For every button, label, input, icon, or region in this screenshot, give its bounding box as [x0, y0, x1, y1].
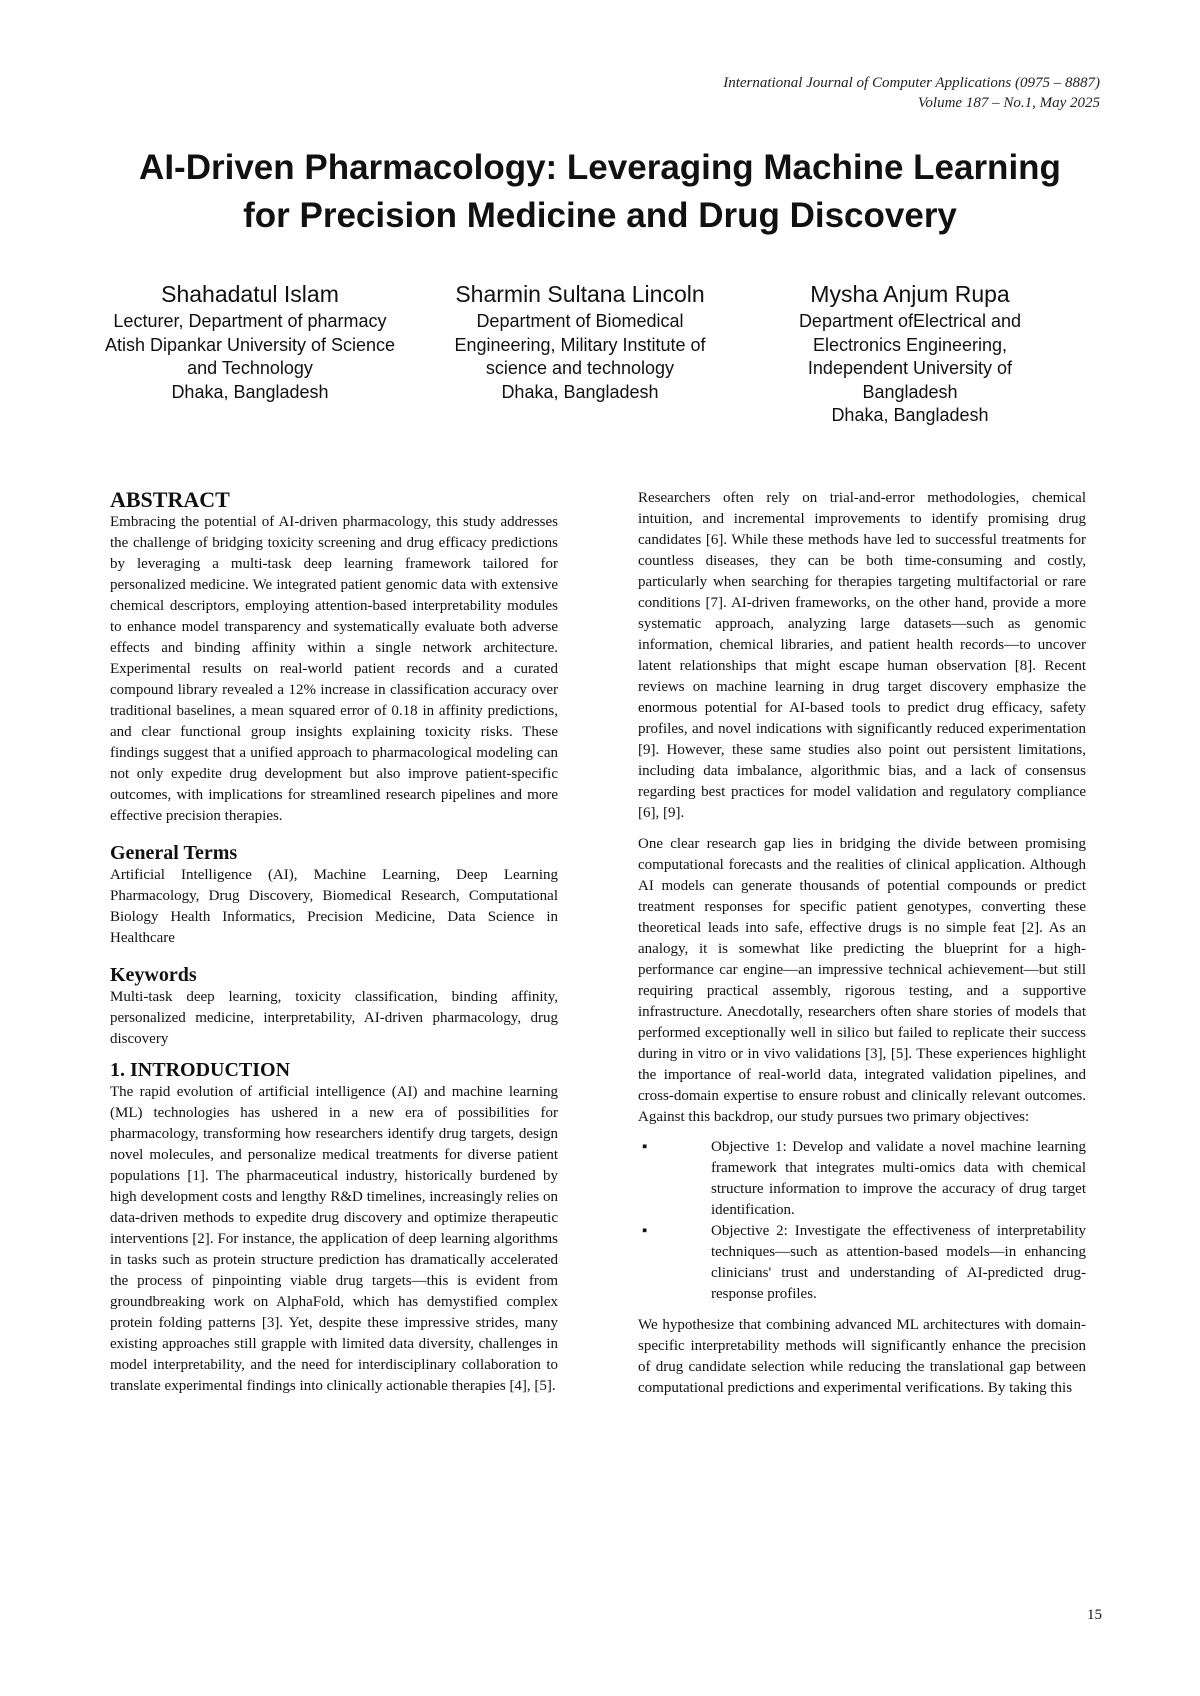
general-terms-heading: General Terms: [110, 842, 238, 864]
author-affiliation-line: science and technology: [485, 358, 675, 378]
journal-volume: Volume 187 – No.1, May 2025: [917, 95, 1100, 111]
author-affiliation-line: Dhaka, Bangladesh: [171, 381, 329, 402]
introduction-heading: 1. INTRODUCTION: [110, 1059, 291, 1081]
author-name: Shahadatul Islam: [161, 281, 339, 307]
author-1: [100, 279, 400, 404]
author-affiliation-line: Bangladesh: [862, 381, 958, 402]
journal-name: International Journal of Computer Applications (0975 – 8887): [723, 75, 1100, 91]
keywords-text: Multi-task deep learning, toxicity classification, binding affinity, personalized medicine, interpretability, AI-driven pharmacology, drug discovery: [110, 989, 558, 1047]
journal-header: [723, 73, 1100, 113]
author-affiliation-line: Dhaka, Bangladesh: [831, 405, 989, 425]
right-column: [638, 488, 1086, 1408]
author-affiliation-line: Department ofElectrical and: [798, 311, 1022, 331]
author-affiliation-line: Lecturer, Department of pharmacy: [113, 311, 387, 331]
author-3: [760, 279, 1060, 428]
author-affiliation-line: Electronics Engineering,: [812, 334, 1008, 355]
author-2: [430, 279, 730, 404]
objective-text: Objective 2: Investigate the effectiveness of interpretability techniques—such as attention-based models—in enhancing clinicians' trust and understanding of AI-predicted drug-response profiles.: [711, 1223, 1086, 1302]
title-line-2: for Precision Medicine and Drug Discovery: [243, 196, 957, 235]
page-number: 15: [1087, 1607, 1102, 1623]
abstract-text: Embracing the potential of AI-driven pharmacology, this study addresses the challenge of bridging toxicity screening and drug efficacy predictions by leveraging a multi-task deep learning framework tailored for personalized medicine. We integrated patient genomic data with extensive chemical descriptors, employing attention-based interpretability modules to enhance model transparency and systematically evaluate both adverse effects and binding affinity within a single network architecture. Experimental results on real-world patient records and a curated compound library revealed a 12% increase in classification accuracy over traditional baselines, a mean squared error of 0.18 in affinity predictions, and clear functional group insights explaining toxicity risks. These findings suggest that a unified approach to pharmacological modeling can not only expedite drug development but also improve patient-specific outcomes, with implications for streamlined research pipelines and more effective precision therapies.: [110, 514, 558, 824]
author-affiliation-line: Engineering, Military Institute of: [454, 334, 706, 355]
general-terms-text: Artificial Intelligence (AI), Machine Learning, Deep Learning Pharmacology, Drug Discovery, Biomedical Research, Computational Biology Health Informatics, Precision Medicine, Data Science in Healthcare: [110, 867, 558, 946]
bullet-icon: ▪: [642, 1139, 648, 1155]
author-affiliation-line: Department of Biomedical: [476, 311, 684, 331]
author-name: Mysha Anjum Rupa: [810, 281, 1010, 307]
abstract-heading: ABSTRACT: [110, 487, 230, 512]
keywords-heading: Keywords: [110, 964, 197, 986]
author-name: Sharmin Sultana Lincoln: [455, 281, 705, 307]
paper-title: [80, 144, 1120, 240]
introduction-paragraph: We hypothesize that combining advanced ML architectures with domain-specific interpretability methods will significantly enhance the precision of drug candidate selection while reducing the translational gap between computational predictions and experimental verifications. By taking this: [638, 1317, 1086, 1396]
left-column: [110, 488, 558, 1397]
introduction-paragraph: The rapid evolution of artificial intelligence (AI) and machine learning (ML) technologies has ushered in a new era of possibilities for pharmacology, transforming how researchers identify drug targets, design novel molecules, and personalize medical treatments for diverse patient populations [1]. The pharmaceutical industry, historically burdened by high development costs and lengthy R&D timelines, increasingly relies on data-driven methods to expedite drug discovery and optimize therapeutic interventions [2]. For instance, the application of deep learning algorithms in tasks such as protein structure prediction has dramatically accelerated the process of pinpointing viable drug targets—this is evident from groundbreaking work on AlphaFold, which has demystified complex protein folding patterns [3]. Yet, despite these impressive strides, many existing approaches still grapple with limited data diversity, challenges in model interpretability, and the need for interdisciplinary collaboration to translate experimental findings into clinically actionable therapies [4], [5].: [110, 1084, 558, 1394]
introduction-paragraph: One clear research gap lies in bridging the divide between promising computational forecasts and the realities of clinical application. Although AI models can generate thousands of potential compounds or predict treatment responses for specific patient genotypes, converting these theoretical leads into safe, effective drugs is no simple feat [2]. As an analogy, it is somewhat like predicting the blueprint for a high-performance car engine—an impressive technical achievement—but still requiring practical assembly, rigorous testing, and a supportive infrastructure. Anecdotally, researchers often share stories of models that performed exceptionally well in silico but failed to replicate their success during in vitro or in vivo validations [3], [5]. These experiences highlight the importance of real-world data, integrated validation pipelines, and cross-domain expertise to ensure robust and clinically relevant outcomes. Against this backdrop, our study pursues two primary objectives:: [638, 836, 1086, 1125]
objective-item: [638, 1137, 1086, 1221]
objective-text: Objective 1: Develop and validate a novel machine learning framework that integrates multi-omics data with chemical structure information to improve the accuracy of drug target identification.: [711, 1139, 1086, 1218]
introduction-paragraph: Researchers often rely on trial-and-error methodologies, chemical intuition, and incremental improvements to identify promising drug candidates [6]. While these methods have led to successful treatments for countless diseases, they can be both time-consuming and costly, particularly when searching for therapies targeting multifactorial or rare conditions [7]. AI-driven frameworks, on the other hand, provide a more systematic approach, analyzing large datasets—such as genomic information, chemical libraries, and patient health records—to uncover latent relationships that might escape human observation [8]. Recent reviews on machine learning in drug target discovery emphasize the enormous potential for AI-based tools to predict drug efficacy, safety profiles, and novel indications with significantly reduced experimentation [9]. However, these same studies also point out persistent limitations, including data imbalance, algorithmic bias, and a lack of consensus regarding best practices for model validation and regulatory compliance [6], [9].: [638, 490, 1086, 821]
author-affiliation-line: Dhaka, Bangladesh: [501, 381, 659, 402]
author-affiliation-line: Independent University of: [807, 358, 1013, 378]
author-affiliation-line: Atish Dipankar University of Science: [104, 334, 396, 355]
bullet-icon: ▪: [642, 1223, 648, 1239]
title-line-1: AI-Driven Pharmacology: Leveraging Machine Learning: [139, 148, 1061, 187]
author-affiliation-line: and Technology: [187, 358, 313, 378]
objectives-list: [638, 1137, 1086, 1305]
objective-item: [638, 1221, 1086, 1305]
